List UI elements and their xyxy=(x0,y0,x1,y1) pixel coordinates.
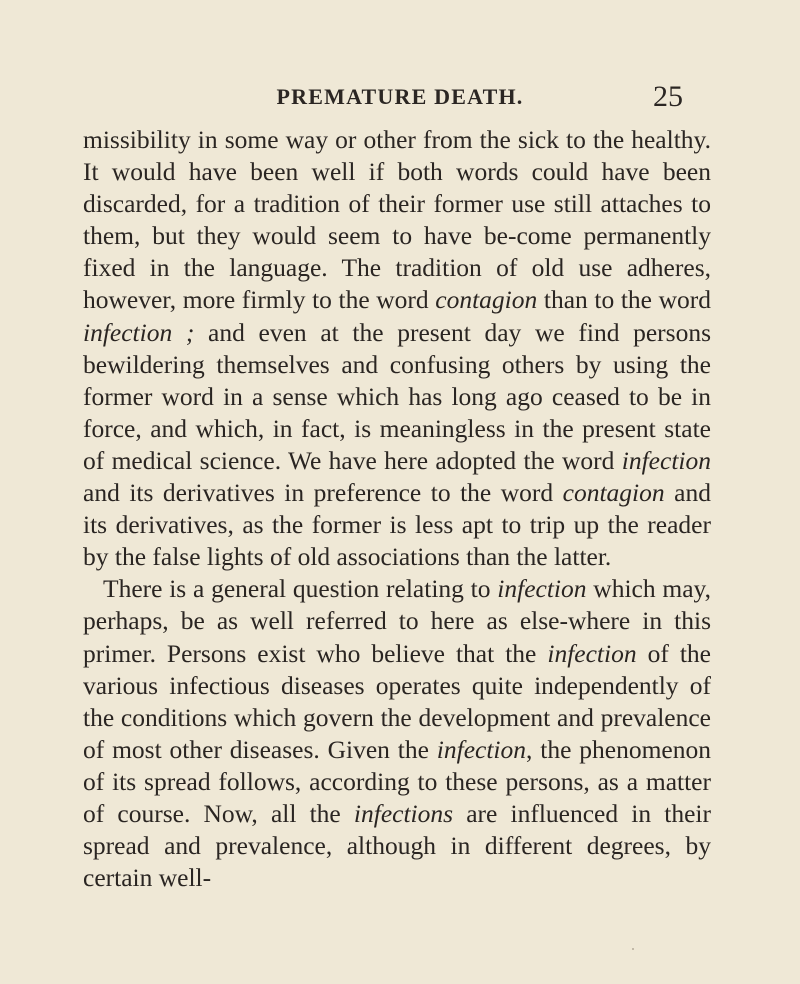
text-segment: missibility in some way or other from the sick to the healthy. It would have been well if both words could have been discarded, for a tradition of their former use still attaches to them, but they would seem to have be-come permanently fixed in the language. The tradition of old use adheres, however, more firmly to the word xyxy=(83,125,711,315)
text-segment: and its derivatives, as the former is less apt to trip up the reader by the false lights of old associations than the latter. xyxy=(83,478,711,572)
italic-term: infection xyxy=(547,638,637,668)
italic-term: infection xyxy=(621,445,711,475)
running-title: PREMATURE DEATH. xyxy=(276,84,524,109)
text-segment: , the phenomenon of its spread follows, according to these persons, as a matter of course. Now, all the xyxy=(83,734,711,828)
page-number: 25 xyxy=(653,80,683,113)
paper-speck xyxy=(93,165,95,167)
paper-speck xyxy=(632,948,634,950)
running-head xyxy=(0,80,800,114)
italic-term: infections xyxy=(353,798,454,828)
italic-term: infection xyxy=(497,574,587,604)
italic-term: infection ; xyxy=(83,317,195,347)
text-segment: and even at the present day we find persons bewildering themselves and confusing others by using the former word in a sense which has long ago ceased to be in force, and which, in fact, is meaningless in the present state of medical science. We have here adopted the word xyxy=(83,317,712,475)
italic-term: infection xyxy=(436,734,527,764)
italic-term: contagion xyxy=(562,478,665,508)
text-segment: than to the word xyxy=(537,285,711,315)
paragraph-2 xyxy=(83,573,711,894)
italic-term: contagion xyxy=(435,285,538,315)
body-text xyxy=(83,124,711,894)
text-segment: which may, perhaps, be as well referred to here as else-where in this primer. Persons exist who believe that the xyxy=(83,574,711,668)
text-segment: of the various infectious diseases operates quite independently of the conditions which govern the development and prevalence of most other diseases. Given the xyxy=(83,638,711,764)
text-segment: There is a general question relating to xyxy=(103,574,498,604)
paragraph-1 xyxy=(83,124,711,573)
text-segment: and its derivatives in preference to the word xyxy=(83,478,563,508)
text-segment: are influenced in their spread and prevalence, although in different degrees, by certain well- xyxy=(83,798,712,893)
